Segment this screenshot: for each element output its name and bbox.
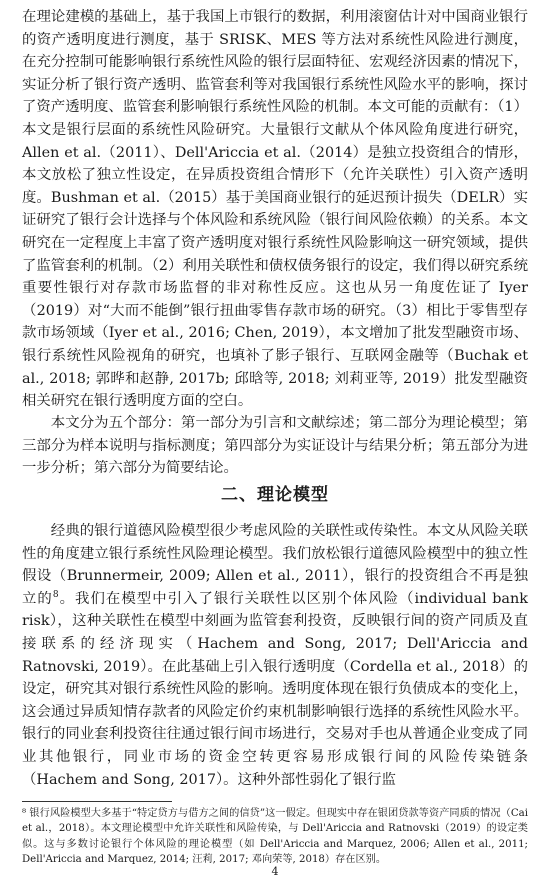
section-heading: 二、理论模型 — [221, 485, 329, 505]
model-text-after-note: 。我们在模型中引入了银行关联性以区别个体风险（individual bank risk），这种关联性在模型中刻画为监管套利投资，反映银行间的资产同质及直接联系的经济现实（Hachem and Song, 2017; Dell'Ariccia and Ratnovski, 2019）。在此基础上引入银行透明度（Cordella et al., 2018）的设定，研究其对银行系统性风险的影响。透明度体现在银行负债成本的变化上，这会通过异质知情存款者的风险定价约束机制影响银行选择的系统性风险水平。银行的同业套利投资往往通过银行间市场进行，交易对手也从普通企业变成了同业其他银行，同业市场的资金空转更容易形成银行间的风险传染链条（Hachem and Song, 2017）。这种外部性弱化了银行监 — [22, 590, 528, 788]
page-number: 4 — [271, 865, 279, 878]
body-paragraph-structure: 本文分为五个部分：第一部分为引言和文献综述；第二部分为理论模型；第三部分为样本说明与指标测度；第四部分为实证设计与结果分析；第五部分为进一步分析；第六部分为简要结论。 — [22, 415, 528, 477]
footnote-reference[interactable]: 8 — [52, 589, 59, 600]
model-text-before-note: 经典的银行道德风险模型很少考虑风险的关联性或传染性。本文从风险关联性的角度建立银行系统性风险理论模型。我们放松银行道德风险模型中的独立性假设（Brunnermeir, 2009; Allen et al., 2011），银行的投资组合不再是独立的 — [22, 523, 528, 607]
body-paragraph-contributions: 在理论建模的基础上，基于我国上市银行的数据，利用滚窗估计对中国商业银行的资产透明度进行测度，基于 SRISK、MES 等方法对系统性风险进行测度，在充分控制可能影响银行系统性风险的银行层面特征、宏观经济因素的情况下，实证分析了银行资产透明、监管套利等对我国银行系统性风险水平的影响，探讨了资产透明度、监管套利影响银行系统性风险的机制。本文可能的贡献有：（1）本文是银行层面的系统性风险研究。大量银行文献从个体风险角度进行研究，Allen et al.（2011）、Dell'Ariccia et al.（2014）是独立投资组合的情形，本文放松了独立性设定，在异质投资组合情形下（允许关联性）引入资产透明度。Bushman et al.（2015）基于美国商业银行的延迟预计损失（DELR）实证研究了银行会计选择与个体风险和系统风险（银行间风险依赖）的关系。本文研究在一定程度上丰富了资产透明度对银行系统性风险影响这一研究领域，提供了监管套利的机制。（2）利用关联性和债权债务银行的设定，我们得以研究系统重要性银行对存款市场监督的非对称性反应。这也从另一角度佐证了 Iyer（2019）对“大而不能倒”银行扭曲零售存款市场的研究。（3）相比于零售型存款市场领域（Iyer et al., 2016; Chen, 2019），本文增加了批发型融资市场、银行系统性风险视角的研究，也填补了影子银行、互联网金融等（Buchak et al., 2018; 郭晔和赵静, 2017b; 邱晗等, 2018; 刘莉亚等, 2019）批发型融资相关研究在银行透明度方面的空白。 — [22, 9, 528, 410]
body-paragraph-model — [22, 520, 528, 791]
footnote-divider — [22, 801, 172, 802]
footnote-8: ⁸ 银行风险模型大多基于“特定贷方与借方之间的信贷”这一假定。但现实中存在银团贷款等资产同质的情况（Cai et al.，2018）。本文理论模型中允许关联性和风险传染，与 Dell'Ariccia and Ratnovski（2019）的设定类似。这与多数讨论银行个体风险的理论模型（如 Dell'Ariccia and Marquez, 2006; Allen et al., 2011; Dell'Ariccia and Marquez, 2014; 汪莉, 2017; 邓向荣等, 2018）存在区别。 — [22, 808, 528, 866]
